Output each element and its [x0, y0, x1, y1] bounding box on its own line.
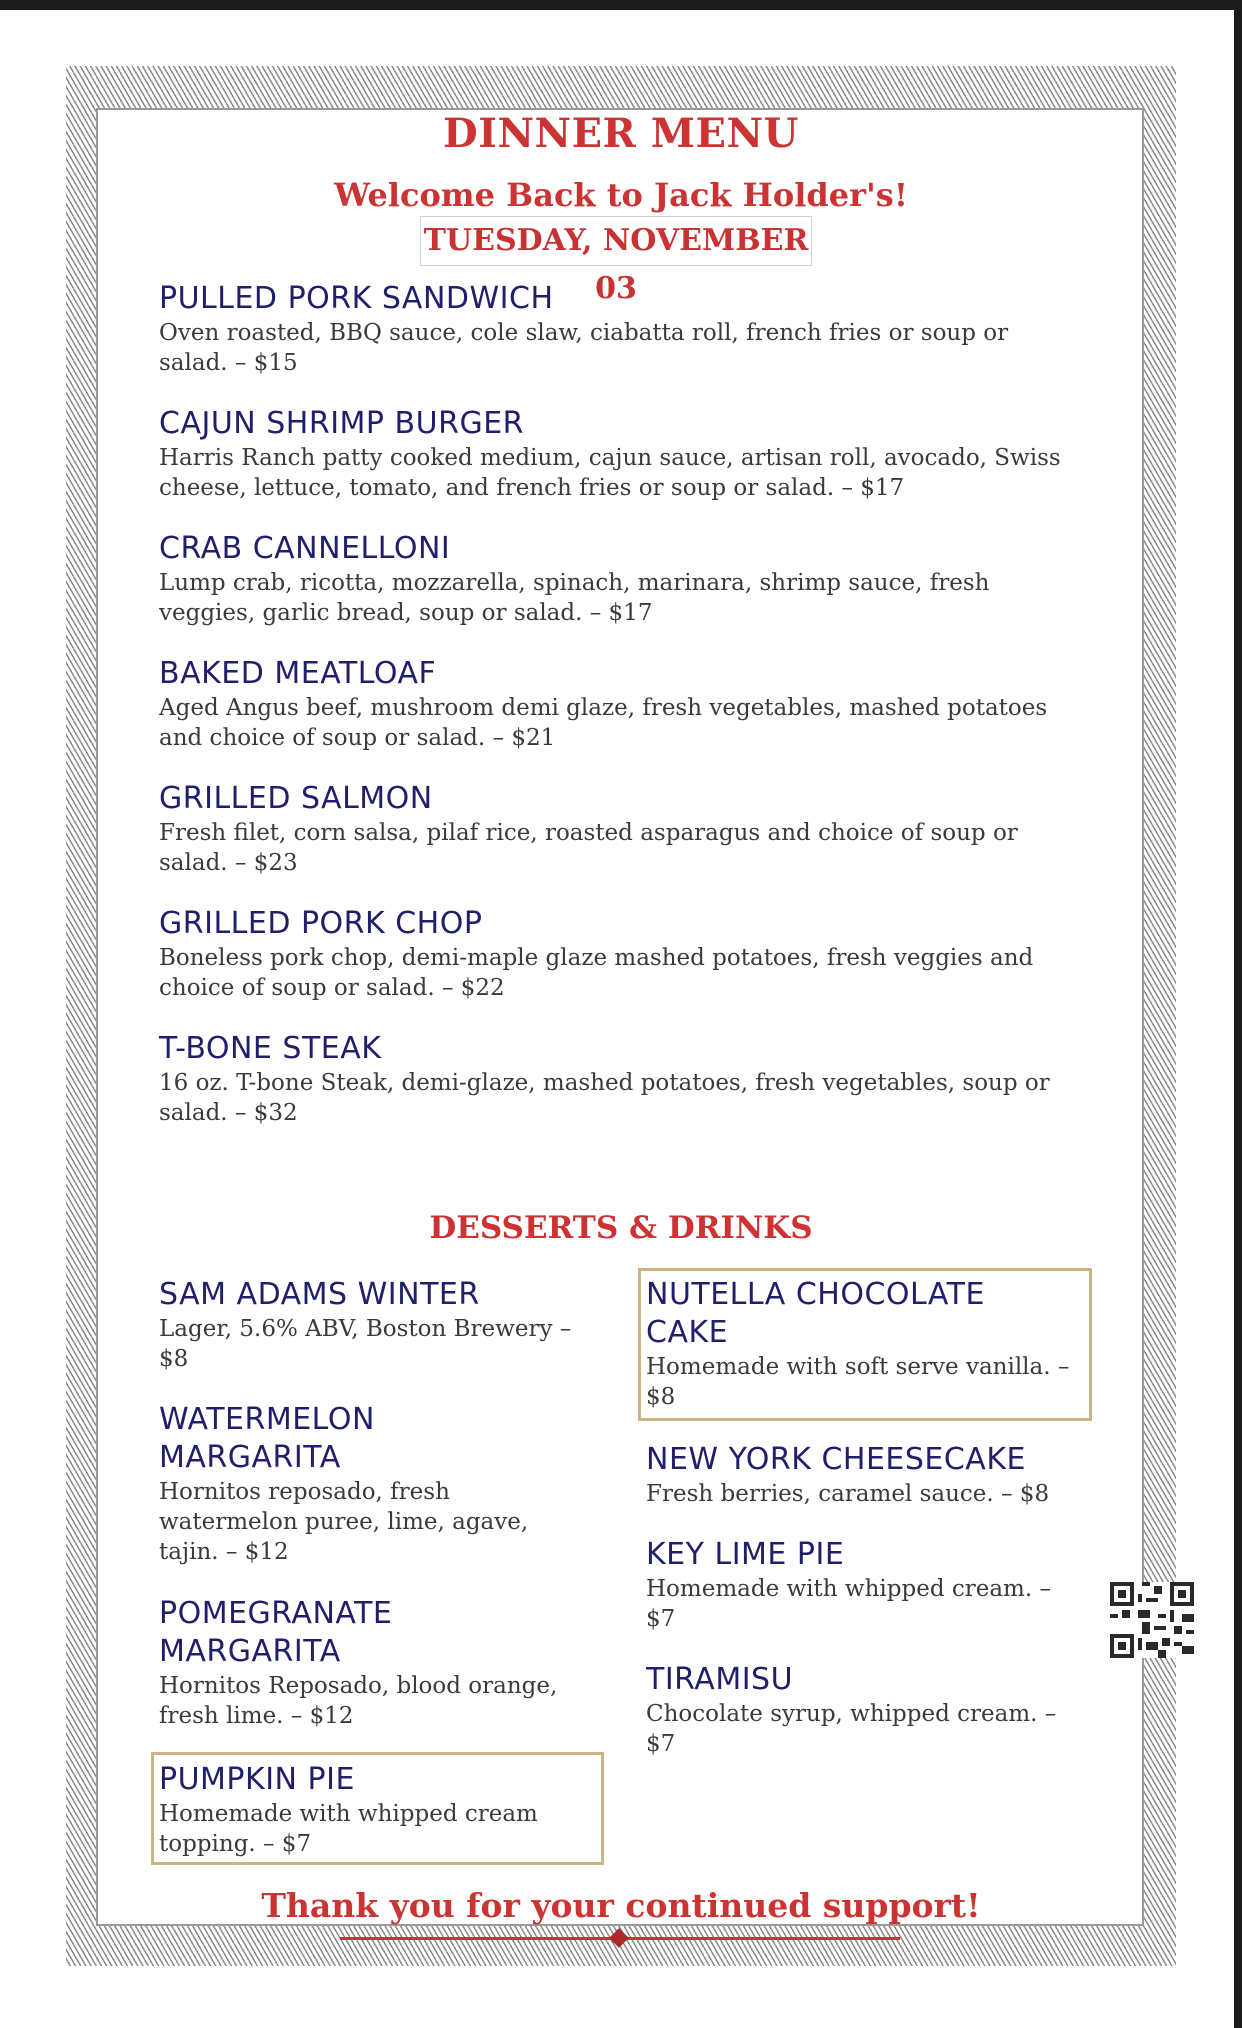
menu-item: [159, 1761, 579, 1859]
item-description: Hornitos reposado, fresh watermelon puree, lime, agave, tajin. – $12: [159, 1479, 529, 1565]
right-edge: [1234, 0, 1242, 2028]
thank-you-line: Thank you for your continued support!: [261, 1886, 981, 1925]
item-description: Lager, 5.6% ABV, Boston Brewery – $8: [159, 1316, 572, 1372]
item-description: Oven roasted, BBQ sauce, cole slaw, ciabatta roll, french fries or soup or salad. – $15: [159, 320, 1009, 376]
item-description: 16 oz. T-bone Steak, demi-glaze, mashed potatoes, fresh vegetables, soup or salad. – $32: [159, 1070, 1050, 1126]
menu-item: [646, 1441, 1076, 1509]
item-name: TIRAMISU: [646, 1662, 794, 1697]
item-name: SAM ADAMS WINTER: [159, 1277, 480, 1312]
item-description: Fresh berries, caramel sauce. – $8: [646, 1481, 1050, 1507]
menu-item: [646, 1536, 1076, 1634]
item-name: GRILLED SALMON: [159, 781, 433, 816]
menu-item: [159, 655, 1079, 753]
top-edge: [0, 0, 1242, 10]
item-name: BAKED MEATLOAF: [159, 656, 437, 691]
menu-item: [159, 1595, 579, 1731]
item-name: KEY LIME PIE: [646, 1537, 845, 1572]
menu-title: DINNER MENU: [443, 110, 799, 157]
item-name: POMEGRANATE MARGARITA: [159, 1596, 393, 1669]
item-description: Hornitos Reposado, blood orange, fresh lime. – $12: [159, 1673, 558, 1729]
item-name: WATERMELON MARGARITA: [159, 1402, 375, 1475]
item-name: NEW YORK CHEESECAKE: [646, 1442, 1026, 1477]
menu-item: [159, 905, 1079, 1003]
menu-item: [646, 1276, 1076, 1412]
menu-item: [159, 1276, 579, 1374]
item-name: PUMPKIN PIE: [159, 1762, 355, 1797]
menu-item: [159, 780, 1079, 878]
item-description: Homemade with whipped cream. – $7: [646, 1576, 1051, 1632]
menu-item: [159, 405, 1079, 503]
section-title: DESSERTS & DRINKS: [429, 1210, 813, 1246]
menu-item: [159, 530, 1079, 628]
menu-item: [159, 1401, 549, 1567]
item-description: Boneless pork chop, demi-maple glaze mashed potatoes, fresh veggies and choice of soup or salad. – $22: [159, 945, 1034, 1001]
menu-item: [159, 280, 1079, 378]
item-description: Lump crab, ricotta, mozzarella, spinach, marinara, shrimp sauce, fresh veggies, garlic bread, soup or salad. – $17: [159, 570, 990, 626]
item-name: CRAB CANNELLONI: [159, 531, 451, 566]
welcome-line: Welcome Back to Jack Holder's!: [334, 176, 908, 214]
item-description: Homemade with soft serve vanilla. – $8: [646, 1354, 1070, 1410]
menu-item: [646, 1661, 1076, 1759]
item-name: CAJUN SHRIMP BURGER: [159, 406, 524, 441]
item-name: NUTELLA CHOCOLATE CAKE: [646, 1277, 985, 1350]
item-name: GRILLED PORK CHOP: [159, 906, 483, 941]
item-description: Homemade with whipped cream topping. – $7: [159, 1801, 538, 1857]
item-description: Harris Ranch patty cooked medium, cajun sauce, artisan roll, avocado, Swiss cheese, lettuce, tomato, and french fries or soup or salad. – $17: [159, 445, 1061, 501]
item-description: Fresh filet, corn salsa, pilaf rice, roasted asparagus and choice of soup or salad. – $23: [159, 820, 1018, 876]
item-description: Chocolate syrup, whipped cream. – $7: [646, 1701, 1057, 1757]
menu-item: [159, 1030, 1079, 1128]
qr-code-icon: [1110, 1582, 1194, 1658]
item-description: Aged Angus beef, mushroom demi glaze, fresh vegetables, mashed potatoes and choice of soup or salad. – $21: [159, 695, 1048, 751]
date-box: TUESDAY, NOVEMBER 03: [420, 216, 812, 266]
item-name: PULLED PORK SANDWICH: [159, 281, 554, 316]
item-name: T-BONE STEAK: [159, 1031, 382, 1066]
